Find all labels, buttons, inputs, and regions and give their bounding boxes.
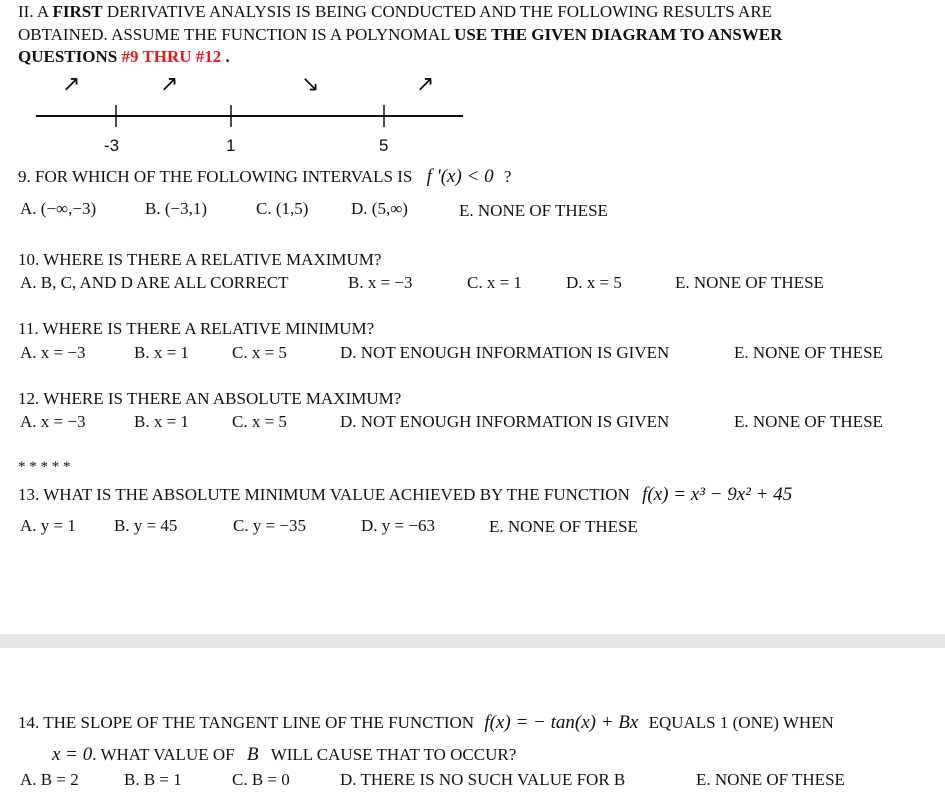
- header-text: II. A: [18, 2, 53, 21]
- question-text: 9. FOR WHICH OF THE FOLLOWING INTERVALS IS: [18, 167, 413, 186]
- q14-option-a[interactable]: A. B = 2: [20, 770, 79, 789]
- arrow-up-icon: ↗: [416, 71, 435, 96]
- question-range: #9 THRU #12: [121, 47, 222, 66]
- q14-option-d[interactable]: D. THERE IS NO SUCH VALUE FOR B: [340, 770, 626, 789]
- question-14-prompt: [18, 713, 834, 733]
- section-separator: * * * * *: [18, 459, 71, 475]
- header-text: .: [221, 47, 230, 66]
- q12-option-a[interactable]: A. x = −3: [20, 412, 86, 431]
- condition-expression: x = 0: [52, 744, 93, 765]
- q14-option-b[interactable]: B. B = 1: [124, 770, 182, 789]
- q12-option-e[interactable]: E. NONE OF THESE: [734, 412, 883, 431]
- function-expression: f(x) = x³ − 9x² + 45: [642, 484, 793, 505]
- question-mark: ?: [503, 167, 512, 186]
- q13-option-b[interactable]: B. y = 45: [114, 516, 178, 535]
- question-9-prompt: [18, 167, 511, 187]
- q9-option-b[interactable]: B. (−3,1): [145, 199, 207, 218]
- question-10-prompt: 10. WHERE IS THERE A RELATIVE MAXIMUM?: [18, 250, 382, 269]
- q11-option-a[interactable]: A. x = −3: [20, 343, 86, 362]
- q12-option-d[interactable]: D. NOT ENOUGH INFORMATION IS GIVEN: [340, 412, 670, 431]
- q13-option-c[interactable]: C. y = −35: [233, 516, 307, 535]
- header-emphasis: USE THE GIVEN DIAGRAM TO ANSWER: [454, 25, 783, 44]
- question-text: 14. THE SLOPE OF THE TANGENT LINE OF THE FUNCTION: [18, 713, 475, 732]
- arrow-down-icon: ↘: [301, 71, 320, 96]
- header-emphasis: FIRST: [52, 2, 103, 21]
- q9-option-d[interactable]: D. (5,∞): [351, 199, 408, 218]
- function-expression: f(x) = − tan(x) + Bx: [484, 712, 639, 733]
- q11-option-b[interactable]: B. x = 1: [134, 343, 189, 362]
- q13-option-d[interactable]: D. y = −63: [361, 516, 435, 535]
- variable-b: B: [246, 744, 259, 765]
- question-text: 13. WHAT IS THE ABSOLUTE MINIMUM VALUE ACHIEVED BY THE FUNCTION: [18, 485, 630, 504]
- tick-label: 1: [226, 136, 236, 155]
- tick-label: -3: [104, 136, 120, 155]
- question-text: EQUALS 1 (ONE) WHEN: [648, 713, 834, 732]
- q10-option-e[interactable]: E. NONE OF THESE: [675, 273, 824, 292]
- q11-option-c[interactable]: C. x = 5: [232, 343, 287, 362]
- q11-option-d[interactable]: D. NOT ENOUGH INFORMATION IS GIVEN: [340, 343, 670, 362]
- q11-option-e[interactable]: E. NONE OF THESE: [734, 343, 883, 362]
- question-text: WILL CAUSE THAT TO OCCUR?: [270, 745, 517, 764]
- header-text: QUESTIONS: [18, 47, 122, 66]
- q12-option-c[interactable]: C. x = 5: [232, 412, 287, 431]
- question-12-prompt: 12. WHERE IS THERE AN ABSOLUTE MAXIMUM?: [18, 389, 402, 408]
- q12-option-b[interactable]: B. x = 1: [134, 412, 189, 431]
- q13-option-e[interactable]: E. NONE OF THESE: [489, 517, 638, 536]
- tick-label: 5: [379, 136, 389, 155]
- q9-option-e[interactable]: E. NONE OF THESE: [459, 201, 608, 220]
- q10-option-c[interactable]: C. x = 1: [467, 273, 522, 292]
- arrow-up-icon: ↗: [62, 71, 81, 96]
- q9-option-a[interactable]: A. (−∞,−3): [20, 199, 97, 218]
- question-14-prompt-line-2: [52, 745, 516, 765]
- sign-diagram: [0, 0, 945, 160]
- q9-option-c[interactable]: C. (1,5): [256, 199, 309, 218]
- q10-option-d[interactable]: D. x = 5: [566, 273, 622, 292]
- q10-option-a[interactable]: A. B, C, AND D ARE ALL CORRECT: [20, 273, 289, 292]
- page-break: [0, 634, 945, 648]
- header-text: DERIVATIVE ANALYSIS IS BEING CONDUCTED AND THE FOLLOWING RESULTS ARE: [102, 2, 773, 21]
- q10-option-b[interactable]: B. x = −3: [348, 273, 413, 292]
- q14-option-c[interactable]: C. B = 0: [232, 770, 290, 789]
- question-11-prompt: 11. WHERE IS THERE A RELATIVE MINIMUM?: [18, 319, 375, 338]
- question-text: . WHAT VALUE OF: [92, 745, 235, 764]
- q13-option-a[interactable]: A. y = 1: [20, 516, 76, 535]
- header-text: OBTAINED. ASSUME THE FUNCTION IS A POLYNOMAL: [18, 25, 455, 44]
- arrow-up-icon: ↗: [160, 71, 179, 96]
- q14-option-e[interactable]: E. NONE OF THESE: [696, 770, 845, 789]
- derivative-expression: f '(x) < 0: [426, 166, 494, 187]
- question-13-prompt: [18, 485, 792, 505]
